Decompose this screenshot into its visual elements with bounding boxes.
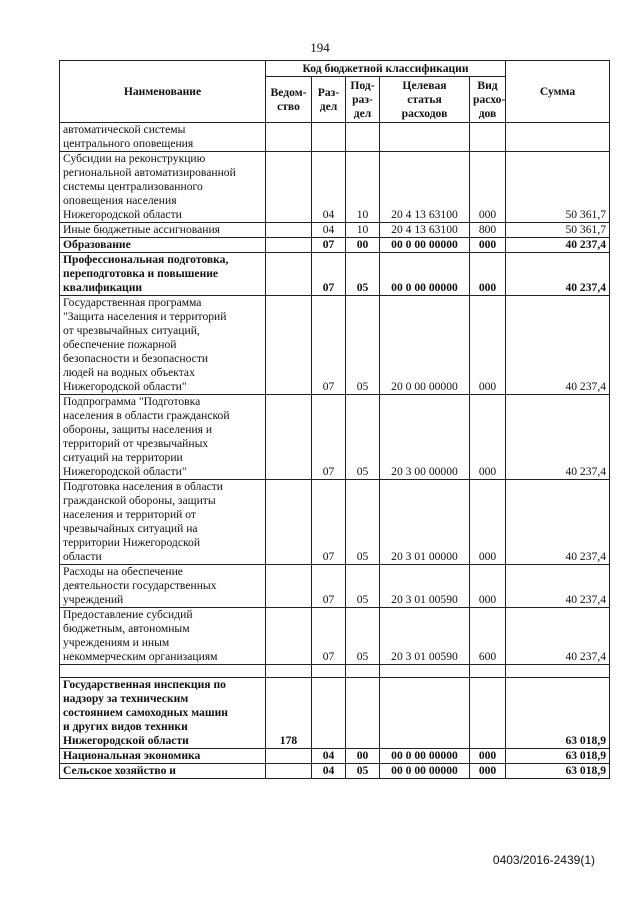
- table-body: [60, 123, 610, 779]
- table-header: [60, 61, 610, 123]
- cell-name: Сельское хозяйство и: [60, 764, 266, 779]
- cell-razdel: [312, 678, 346, 749]
- table-row: [60, 296, 610, 395]
- page-number: 194: [310, 40, 330, 55]
- cell-podrazdel: 05: [346, 395, 380, 480]
- cell-vid: [470, 123, 506, 152]
- cell-vid: 000: [470, 749, 506, 764]
- document-code: 0403/2016-2439(1): [492, 853, 595, 867]
- cell-razdel: 07: [312, 608, 346, 665]
- header-vedomstvo: Ведом- ство: [266, 77, 312, 123]
- table-row: [60, 123, 610, 152]
- cell-name: Расходы на обеспечение деятельности государственных учреждений: [60, 565, 266, 608]
- cell-vedomstvo: 178: [266, 678, 312, 749]
- cell-celevaya: 20 3 01 00590: [380, 565, 470, 608]
- cell-name: [60, 665, 266, 678]
- cell-celevaya: 20 4 13 63100: [380, 152, 470, 223]
- table-row: [60, 253, 610, 296]
- cell-razdel: 04: [312, 223, 346, 238]
- cell-razdel: 07: [312, 395, 346, 480]
- cell-vid: 800: [470, 223, 506, 238]
- cell-name: Предоставление субсидий бюджетным, автономным учреждениям и иным некоммерческим организациям: [60, 608, 266, 665]
- table-row: [60, 565, 610, 608]
- cell-name: Субсидии на реконструкцию региональной автоматизированной системы централизованного оповещения населения Нижегородской области: [60, 152, 266, 223]
- cell-razdel: 04: [312, 764, 346, 779]
- cell-razdel: 07: [312, 480, 346, 565]
- cell-summa: 50 361,7: [506, 223, 610, 238]
- cell-razdel: 07: [312, 296, 346, 395]
- cell-razdel: 07: [312, 238, 346, 253]
- cell-celevaya: 20 3 00 00000: [380, 395, 470, 480]
- header-vid: Вид расхо- дов: [470, 77, 506, 123]
- cell-vid: 000: [470, 395, 506, 480]
- header-code-group: Код бюджетной классификации: [266, 61, 506, 77]
- cell-podrazdel: [346, 678, 380, 749]
- cell-podrazdel: 00: [346, 749, 380, 764]
- cell-celevaya: 20 3 01 00000: [380, 480, 470, 565]
- cell-vedomstvo: [266, 123, 312, 152]
- cell-vedomstvo: [266, 480, 312, 565]
- cell-podrazdel: 05: [346, 764, 380, 779]
- cell-vedomstvo: [266, 749, 312, 764]
- header-celevaya: Целевая статья расходов: [380, 77, 470, 123]
- cell-celevaya: 20 4 13 63100: [380, 223, 470, 238]
- cell-vedomstvo: [266, 565, 312, 608]
- cell-vedomstvo: [266, 395, 312, 480]
- cell-vid: 600: [470, 608, 506, 665]
- cell-podrazdel: 05: [346, 296, 380, 395]
- cell-name: Подготовка населения в области гражданской обороны, защиты населения и территорий от чрезвычайных ситуаций на территории Нижегородской области: [60, 480, 266, 565]
- cell-celevaya: [380, 665, 470, 678]
- cell-summa: 40 237,4: [506, 253, 610, 296]
- cell-celevaya: [380, 678, 470, 749]
- cell-name: автоматической системы центрального оповещения: [60, 123, 266, 152]
- cell-name: Государственная программа "Защита населения и территорий от чрезвычайных ситуаций, обеспечение пожарной безопасности и безопасности людей на водных объектах Нижегородской области": [60, 296, 266, 395]
- cell-name: Образование: [60, 238, 266, 253]
- cell-vedomstvo: [266, 665, 312, 678]
- cell-podrazdel: 05: [346, 608, 380, 665]
- cell-summa: [506, 123, 610, 152]
- cell-vid: 000: [470, 152, 506, 223]
- table-row: [60, 764, 610, 779]
- cell-celevaya: 00 0 00 00000: [380, 764, 470, 779]
- cell-name: Подпрограмма "Подготовка населения в области гражданской обороны, защиты населения и территорий от чрезвычайных ситуаций на территории Нижегородской области": [60, 395, 266, 480]
- cell-razdel: 04: [312, 749, 346, 764]
- table-row: [60, 238, 610, 253]
- cell-summa: 40 237,4: [506, 565, 610, 608]
- cell-vedomstvo: [266, 253, 312, 296]
- cell-summa: 40 237,4: [506, 296, 610, 395]
- cell-celevaya: 00 0 00 00000: [380, 749, 470, 764]
- cell-podrazdel: [346, 665, 380, 678]
- cell-razdel: [312, 665, 346, 678]
- table-row: [60, 152, 610, 223]
- cell-summa: 50 361,7: [506, 152, 610, 223]
- cell-vid: [470, 678, 506, 749]
- cell-podrazdel: 10: [346, 223, 380, 238]
- cell-vid: 000: [470, 764, 506, 779]
- cell-vid: 000: [470, 565, 506, 608]
- cell-celevaya: 20 3 01 00590: [380, 608, 470, 665]
- cell-vedomstvo: [266, 296, 312, 395]
- cell-name: Национальная экономика: [60, 749, 266, 764]
- cell-summa: [506, 665, 610, 678]
- cell-name: Государственная инспекция по надзору за техническим состоянием самоходных машин и других видов техники Нижегородской области: [60, 678, 266, 749]
- cell-summa: 40 237,4: [506, 395, 610, 480]
- cell-razdel: [312, 123, 346, 152]
- cell-razdel: 04: [312, 152, 346, 223]
- cell-celevaya: 20 0 00 00000: [380, 296, 470, 395]
- table-row: [60, 749, 610, 764]
- cell-podrazdel: 10: [346, 152, 380, 223]
- cell-summa: 40 237,4: [506, 238, 610, 253]
- table-row: [60, 395, 610, 480]
- cell-summa: 63 018,9: [506, 764, 610, 779]
- cell-vid: 000: [470, 238, 506, 253]
- table-row: [60, 678, 610, 749]
- header-summa: Сумма: [506, 61, 610, 123]
- cell-vedomstvo: [266, 152, 312, 223]
- header-razdel: Раз- дел: [312, 77, 346, 123]
- cell-razdel: 07: [312, 565, 346, 608]
- cell-vedomstvo: [266, 238, 312, 253]
- cell-celevaya: 00 0 00 00000: [380, 238, 470, 253]
- header-name: Наименование: [60, 61, 266, 123]
- cell-celevaya: [380, 123, 470, 152]
- cell-vid: [470, 665, 506, 678]
- cell-podrazdel: 05: [346, 253, 380, 296]
- table-row: [60, 480, 610, 565]
- cell-celevaya: 00 0 00 00000: [380, 253, 470, 296]
- cell-vedomstvo: [266, 223, 312, 238]
- header-podrazdel: Под- раз- дел: [346, 77, 380, 123]
- cell-name: Профессиональная подготовка, переподготовка и повышение квалификации: [60, 253, 266, 296]
- cell-razdel: 07: [312, 253, 346, 296]
- table-row: [60, 608, 610, 665]
- table-row: [60, 223, 610, 238]
- cell-podrazdel: 05: [346, 480, 380, 565]
- cell-summa: 63 018,9: [506, 678, 610, 749]
- cell-vid: 000: [470, 296, 506, 395]
- cell-podrazdel: 00: [346, 238, 380, 253]
- cell-podrazdel: [346, 123, 380, 152]
- table-row: [60, 665, 610, 678]
- cell-vedomstvo: [266, 608, 312, 665]
- cell-name: Иные бюджетные ассигнования: [60, 223, 266, 238]
- cell-summa: 40 237,4: [506, 480, 610, 565]
- cell-summa: 40 237,4: [506, 608, 610, 665]
- cell-vid: 000: [470, 253, 506, 296]
- cell-podrazdel: 05: [346, 565, 380, 608]
- cell-vid: 000: [470, 480, 506, 565]
- cell-vedomstvo: [266, 764, 312, 779]
- budget-table: [59, 60, 610, 779]
- cell-summa: 63 018,9: [506, 749, 610, 764]
